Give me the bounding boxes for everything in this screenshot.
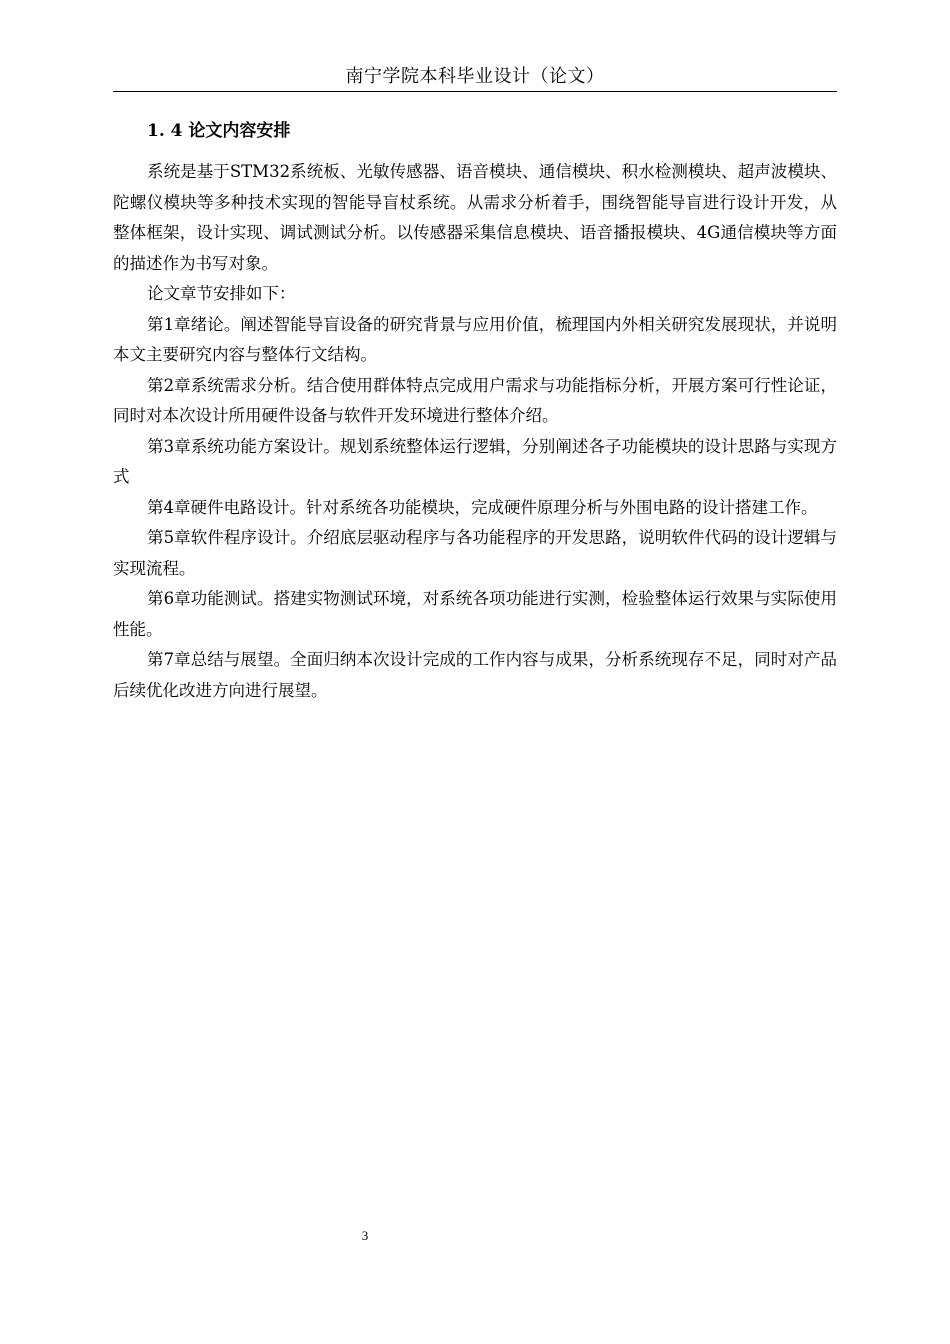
paragraph-chapter-4: 第4章硬件电路设计。针对系统各功能模块，完成硬件原理分析与外围电路的设计搭建工作。 bbox=[147, 497, 818, 517]
page-content bbox=[113, 117, 837, 706]
paragraph-chapter-6: 第6章功能测试。搭建实物测试环境，对系统各项功能进行实测，检验整体运行效果与实际使用性能。 bbox=[113, 589, 837, 639]
section-heading: 1. 4 论文内容安排 bbox=[147, 121, 291, 141]
paragraph-chapter-arrangement: 论文章节安排如下： bbox=[147, 284, 296, 303]
paragraph-intro: 系统是基于STM32系统板、光敏传感器、语音模块、通信模块、积水检测模块、超声波模块、陀螺仪模块等多种技术实现的智能导盲杖系统。从需求分析着手，围绕智能导盲进行设计开发，从整体框架，设计实现、调试测试分析。以传感器采集信息模块、语音播报模块、4G通信模块等方面的描述作为书写对象。 bbox=[113, 162, 837, 273]
paragraph-chapter-3: 第3章系统功能方案设计。规划系统整体运行逻辑，分别阐述各子功能模块的设计思路与实现方式 bbox=[113, 436, 837, 486]
page-header: 南宁学院本科毕业设计（论文） bbox=[113, 62, 837, 92]
page-number: 3 bbox=[361, 1228, 369, 1243]
paragraph-chapter-2: 第2章系统需求分析。结合使用群体特点完成用户需求与功能指标分析，开展方案可行性论证，同时对本次设计所用硬件设备与软件开发环境进行整体介绍。 bbox=[113, 375, 837, 425]
body-text bbox=[113, 157, 837, 706]
paragraph-chapter-1: 第1章绪论。阐述智能导盲设备的研究背景与应用价值，梳理国内外相关研究发展现状，并说明本文主要研究内容与整体行文结构。 bbox=[113, 314, 837, 364]
paragraph-chapter-7: 第7章总结与展望。全面归纳本次设计完成的工作内容与成果，分析系统现存不足，同时对产品后续优化改进方向进行展望。 bbox=[113, 650, 837, 700]
paragraph-chapter-5: 第5章软件程序设计。介绍底层驱动程序与各功能程序的开发思路，说明软件代码的设计逻辑与实现流程。 bbox=[113, 528, 837, 578]
